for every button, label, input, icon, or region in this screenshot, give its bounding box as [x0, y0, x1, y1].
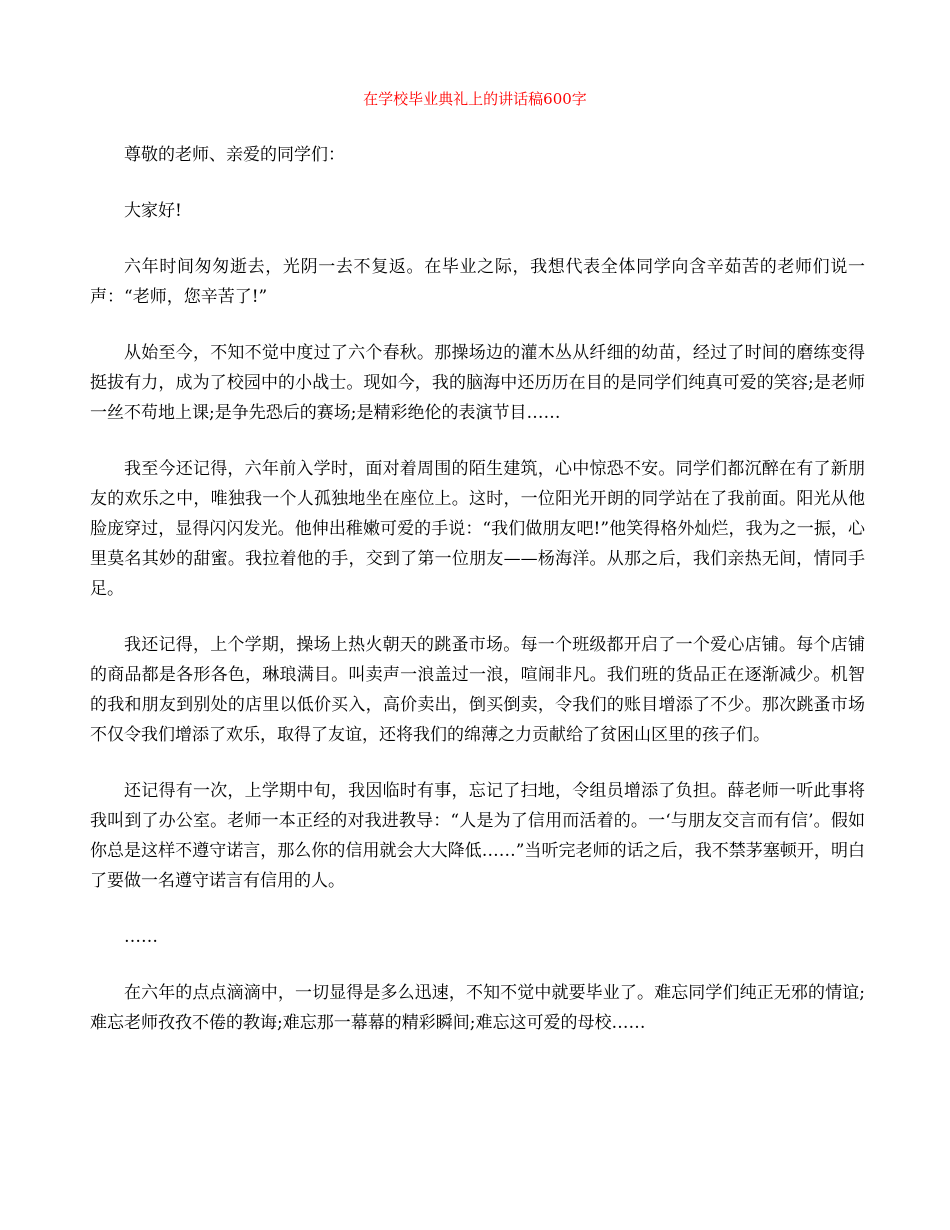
document-body [90, 140, 865, 1064]
greeting-paragraph: 大家好! [124, 201, 182, 221]
closing-paragraph: 在六年的点点滴滴中，一切显得是多么迅速，不知不觉中就要毕业了。难忘同学们纯正无邪的情谊;难忘老师孜孜不倦的教诲;难忘那一幕幕的精彩瞬间;难忘这可爱的母校…… [90, 983, 865, 1033]
body-paragraph: 还记得有一次，上学期中旬，我因临时有事，忘记了扫地，令组员增添了负担。薛老师一听此事将我叫到了办公室。老师一本正经的对我进教导：“人是为了信用而活着的。一‘与朋友交言而有信’。假如你总是这样不遵守诺言，那么你的信用就会大大降低……”当听完老师的话之后，我不禁茅塞顿开，明白了要做一名遵守诺言有信用的人。 [90, 781, 865, 891]
body-paragraph: 我还记得，上个学期，操场上热火朝天的跳蚤市场。每一个班级都开启了一个爱心店铺。每个店铺的商品都是各形各色，琳琅满目。叫卖声一浪盖过一浪，喧闹非凡。我们班的货品正在逐渐减少。机智的我和朋友到别处的店里以低价买入，高价卖出，倒买倒卖，令我们的账目增添了不少。那次跳蚤市场不仅令我们增添了欢乐，取得了友谊，还将我们的绵薄之力贡献给了贫困山区里的孩子们。 [90, 635, 865, 745]
body-paragraph: 六年时间匆匆逝去，光阴一去不复返。在毕业之际，我想代表全体同学向含辛茹苦的老师们说一声：“老师，您辛苦了!” [90, 257, 865, 307]
body-paragraph: 从始至今，不知不觉中度过了六个春秋。那操场边的灌木丛从纤细的幼苗，经过了时间的磨练变得挺拔有力，成为了校园中的小战士。现如今，我的脑海中还历历在目的是同学们纯真可爱的笑容;是老师一丝不苟地上课;是争先恐后的赛场;是精彩绝伦的表演节目…… [90, 343, 865, 423]
document-title: 在学校毕业典礼上的讲话稿600字 [363, 90, 587, 108]
ellipsis-paragraph: …… [124, 927, 158, 947]
body-paragraph: 我至今还记得，六年前入学时，面对着周围的陌生建筑，心中惊恐不安。同学们都沉醉在有了新朋友的欢乐之中，唯独我一个人孤独地坐在座位上。这时，一位阳光开朗的同学站在了我前面。阳光从他脸庞穿过，显得闪闪发光。他伸出稚嫩可爱的手说：“我们做朋友吧!”他笑得格外灿烂，我为之一振，心里莫名其妙的甜蜜。我拉着他的手，交到了第一位朋友——杨海洋。从那之后，我们亲热无间，情同手足。 [90, 459, 865, 599]
salutation-paragraph: 尊敬的老师、亲爱的同学们： [124, 145, 345, 165]
